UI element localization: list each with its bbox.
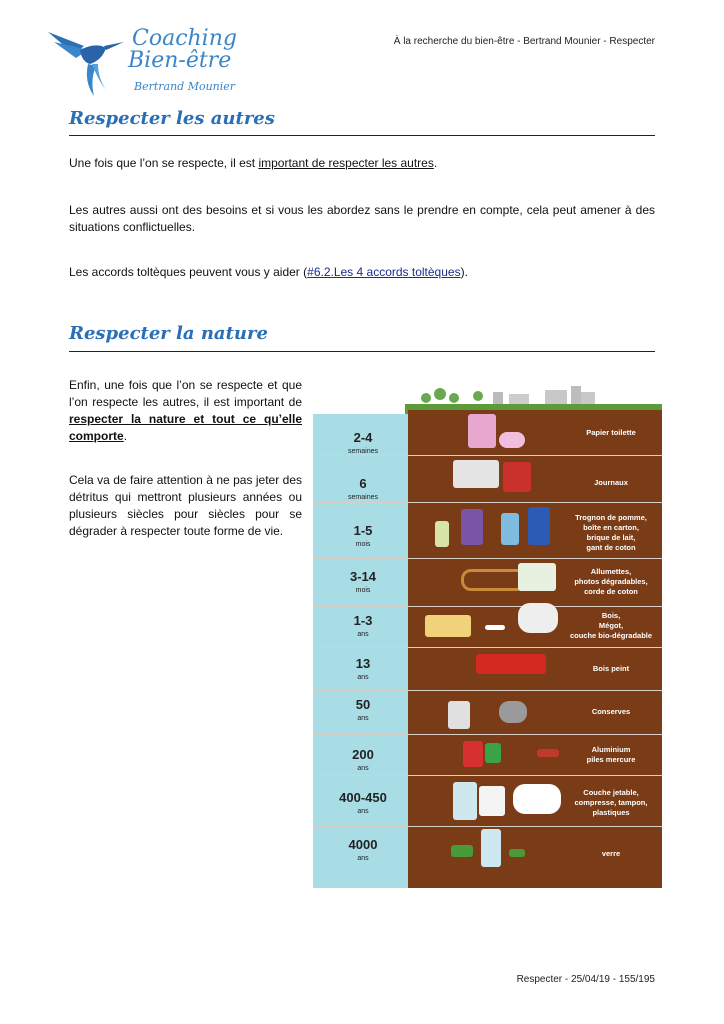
item-label: Papier toilette <box>586 428 636 437</box>
item-label: Couche jetable, compresse, tampon, plastiques <box>574 788 648 817</box>
duration-unit: mois <box>355 541 371 548</box>
duration-value: 50 <box>355 697 371 712</box>
milk-carton-icon <box>501 513 519 545</box>
paragraph-3-end: ). <box>460 265 468 279</box>
duration-value: 1-5 <box>353 523 373 538</box>
apple-core-icon <box>435 521 449 547</box>
duration-unit: ans <box>357 765 369 772</box>
row-10 <box>313 827 662 888</box>
battery-icon <box>485 743 501 763</box>
duration-unit: semaines <box>348 448 378 455</box>
plastic-bottle-icon <box>453 782 477 820</box>
cigarette-butt-icon <box>485 625 505 630</box>
tin-can-icon <box>499 701 527 723</box>
row-5 <box>313 607 662 647</box>
duration-unit: mois <box>355 587 371 594</box>
glass-bottle-green-icon <box>451 845 473 857</box>
duration-value: 3-14 <box>349 569 377 584</box>
page-footer: Respecter - 25/04/19 - 155/195 <box>516 974 655 985</box>
glove-icon <box>528 507 550 545</box>
duration-unit: ans <box>357 715 369 722</box>
paragraph-2: Les autres aussi ont des besoins et si vous les abordez sans le prendre en compte, cela peut amener à des situations conflictuelles. <box>69 203 655 234</box>
item-label: Trognon de pomme, boîte en carton, brique de lait, gant de coton <box>575 513 647 552</box>
nature-paragraph-2: Cela va de faire attention à ne pas jeter des détritus qui mettront plusieurs années ou plusieurs siècles pour siècles pour se dégrader à respecter toute forme de vie. <box>69 473 302 538</box>
duration-value: 4000 <box>348 837 378 852</box>
duration-value: 13 <box>355 656 371 671</box>
row-2 <box>313 456 662 502</box>
duration-value: 1-3 <box>353 613 373 628</box>
item-label: Bois, Mégot, couche bio-dégradable <box>569 611 653 640</box>
can-icon <box>448 701 470 729</box>
duration-value: 200 <box>352 747 374 762</box>
photos-icon <box>518 563 556 591</box>
cardboard-box-icon <box>461 509 483 545</box>
plastic-bag-icon <box>479 786 505 816</box>
logo <box>44 24 244 102</box>
diaper-icon <box>518 603 558 633</box>
logo-line-1: Coaching <box>132 26 237 51</box>
aluminium-can-icon <box>463 741 483 767</box>
duration-value: 2-4 <box>353 430 373 445</box>
section-title-respect-nature: Respecter la nature <box>69 323 268 344</box>
row-6 <box>313 648 662 690</box>
nature-paragraph-1-end: . <box>123 429 128 443</box>
duration-unit: ans <box>357 808 369 815</box>
item-label: Allumettes, photos dégradables, corde de coton <box>574 567 648 596</box>
logo-line-2: Bien-être <box>128 48 232 73</box>
nature-paragraph-1-bold: respecter la nature et tout ce qu’elle comporte <box>69 412 302 443</box>
row-8 <box>313 735 662 775</box>
item-label: Conserves <box>591 707 631 716</box>
item-label: Journaux <box>594 478 628 487</box>
decomposition-infographic <box>313 384 662 888</box>
paragraph-1 <box>69 155 655 172</box>
magazine-icon <box>503 462 531 492</box>
diaper-icon <box>513 784 561 814</box>
duration-value: 6 <box>359 476 367 491</box>
item-label: verre <box>601 849 621 858</box>
duration-unit: ans <box>357 674 369 681</box>
item-label: Aluminium piles mercure <box>586 745 636 764</box>
item-label: Bois peint <box>592 664 630 673</box>
nature-paragraph-1 <box>69 377 302 445</box>
row-3 <box>313 503 662 558</box>
glass-bottle-green-icon <box>509 849 525 857</box>
nature-paragraph-1-text: Enfin, une fois que l’on se respecte et que l’on respecte les autres, il est important de <box>69 378 302 409</box>
toilet-paper-icon <box>468 414 496 448</box>
row-9 <box>313 776 662 826</box>
document-title: À la recherche du bien-être - Bertrand Mounier - Respecter <box>393 36 655 47</box>
paragraph-1-underlined: important de respecter les autres <box>258 156 434 170</box>
newspaper-icon <box>453 460 499 488</box>
duration-unit: ans <box>357 631 369 638</box>
paragraph-1-text: Une fois que l’on se respecte, il est <box>69 156 259 170</box>
section-title-respect-others: Respecter les autres <box>69 108 275 129</box>
wood-icon <box>425 615 471 637</box>
battery-icon <box>537 749 559 757</box>
section-divider <box>69 135 655 136</box>
duration-value: 400-450 <box>339 790 387 805</box>
glass-bottle-icon <box>481 829 501 867</box>
paragraph-3 <box>69 264 655 281</box>
row-4 <box>313 559 662 606</box>
paragraph-1-end: . <box>433 156 438 170</box>
hummingbird-icon <box>44 24 126 100</box>
toilet-paper-roll-icon <box>499 432 525 448</box>
logo-author: Bertrand Mounier <box>134 80 236 93</box>
row-7 <box>313 691 662 734</box>
row-1 <box>313 414 662 455</box>
painted-wood-icon <box>476 654 546 674</box>
toltec-accords-link[interactable]: #6.2.Les 4 accords toltèques <box>307 265 461 279</box>
duration-unit: ans <box>357 855 369 862</box>
paragraph-3-text: Les accords toltèques peuvent vous y aider ( <box>69 265 308 279</box>
duration-unit: semaines <box>348 494 378 501</box>
section-divider <box>69 351 655 352</box>
